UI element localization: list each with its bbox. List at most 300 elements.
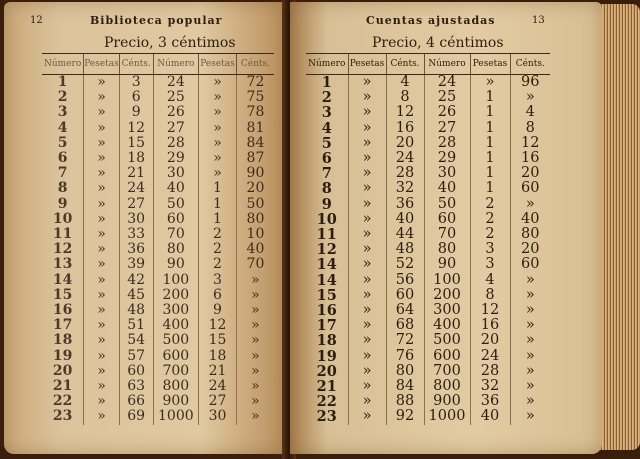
table-cell: 9 (321, 195, 332, 213)
table-cell: » (348, 121, 386, 136)
table-cell: 96 (510, 75, 550, 91)
table-cell: 27 (424, 121, 470, 136)
table-cell: 11 (52, 226, 73, 243)
table-cell: 40 (386, 212, 424, 227)
table-row (42, 364, 274, 379)
column-header: Número (424, 54, 470, 75)
table-row (42, 136, 274, 151)
table-cell: » (84, 90, 120, 105)
table-cell: 12 (316, 241, 337, 259)
left-table-body (42, 75, 274, 425)
table-cell: 12 (510, 136, 550, 151)
table-cell: 84 (236, 136, 274, 151)
table-cell: 10 (236, 227, 274, 242)
table-cell: 60 (510, 181, 550, 196)
column-header: Cénts. (510, 54, 550, 75)
table-row (306, 105, 550, 120)
table-cell: 300 (424, 303, 470, 318)
column-header: Número (306, 54, 348, 75)
table-cell: » (236, 364, 274, 379)
table-cell: 81 (236, 121, 274, 136)
right-page-number: 13 (532, 15, 545, 26)
table-cell: 12 (470, 303, 510, 318)
table-cell: 12 (119, 121, 153, 136)
table-cell: 18 (119, 151, 153, 166)
table-cell: 500 (153, 333, 199, 348)
table-cell: 54 (119, 333, 153, 348)
table-cell: 7 (321, 165, 332, 183)
table-cell: 18 (199, 349, 237, 364)
table-cell: 15 (52, 286, 73, 303)
table-cell: 3 (119, 75, 153, 91)
table-row (306, 227, 550, 242)
table-cell: » (199, 166, 237, 181)
table-cell: » (348, 242, 386, 257)
table-cell: 70 (153, 227, 199, 242)
table-row (42, 166, 274, 181)
table-cell: » (510, 409, 550, 424)
table-cell: 84 (386, 379, 424, 394)
table-cell: 26 (153, 105, 199, 120)
left-price-table (42, 53, 274, 425)
table-row (42, 227, 274, 242)
table-cell: » (84, 166, 120, 181)
table-cell: 80 (424, 242, 470, 257)
table-cell: 5 (57, 134, 68, 151)
table-cell: 56 (386, 273, 424, 288)
table-row (42, 288, 274, 303)
table-cell: » (84, 273, 120, 288)
table-cell: » (84, 227, 120, 242)
table-cell: » (348, 181, 386, 196)
table-cell: » (510, 333, 550, 348)
table-cell: 45 (119, 288, 153, 303)
table-cell: » (236, 303, 274, 318)
table-row (306, 318, 550, 333)
table-row (306, 197, 550, 212)
table-cell: 87 (236, 151, 274, 166)
table-cell: 92 (386, 409, 424, 424)
column-header: Pesetas (470, 54, 510, 75)
table-cell: » (84, 257, 120, 272)
table-cell: 66 (119, 394, 153, 409)
table-row (306, 409, 550, 424)
table-cell: » (199, 151, 237, 166)
table-cell: 200 (153, 288, 199, 303)
table-cell: 70 (236, 257, 274, 272)
table-cell: 2 (199, 227, 237, 242)
table-cell: 500 (424, 333, 470, 348)
column-header: Número (153, 54, 199, 75)
table-cell: 2 (470, 227, 510, 242)
table-cell: 2 (470, 197, 510, 212)
table-cell: » (236, 333, 274, 348)
table-cell: 42 (119, 273, 153, 288)
table-cell: 4 (386, 75, 424, 91)
table-cell: 16 (510, 151, 550, 166)
table-cell: 20 (470, 333, 510, 348)
table-cell: 19 (52, 347, 73, 364)
table-cell: 9 (199, 303, 237, 318)
table-cell: 16 (52, 302, 73, 319)
table-cell: » (348, 136, 386, 151)
table-row (42, 212, 274, 227)
left-page-number: 12 (30, 15, 43, 26)
table-cell: 600 (424, 349, 470, 364)
table-cell: » (348, 257, 386, 272)
table-cell: 78 (236, 105, 274, 120)
table-cell: 800 (424, 379, 470, 394)
table-cell: 15 (199, 333, 237, 348)
table-cell: 700 (424, 364, 470, 379)
table-cell: 60 (386, 288, 424, 303)
table-cell: 17 (52, 317, 73, 334)
table-row (306, 242, 550, 257)
table-cell: » (84, 197, 120, 212)
table-cell: » (510, 364, 550, 379)
table-cell: » (84, 364, 120, 379)
table-cell: » (84, 379, 120, 394)
table-cell: 24 (386, 151, 424, 166)
table-cell: » (348, 75, 386, 91)
table-cell: » (236, 409, 274, 424)
table-row (42, 257, 274, 272)
table-cell: 60 (153, 212, 199, 227)
table-cell: 8 (57, 180, 68, 197)
table-cell: » (348, 212, 386, 227)
table-cell: 24 (153, 75, 199, 91)
table-cell: 900 (153, 394, 199, 409)
table-cell: 600 (153, 349, 199, 364)
table-cell: 32 (386, 181, 424, 196)
table-cell: 64 (386, 303, 424, 318)
table-cell: 2 (199, 242, 237, 257)
table-cell: » (348, 349, 386, 364)
table-cell: 29 (153, 151, 199, 166)
table-cell: 400 (424, 318, 470, 333)
table-cell: 39 (119, 257, 153, 272)
table-cell: 2 (470, 212, 510, 227)
table-cell: » (84, 409, 120, 424)
table-row (42, 409, 274, 424)
table-cell: 25 (153, 90, 199, 105)
table-cell: 20 (386, 136, 424, 151)
table-cell: 26 (424, 105, 470, 120)
table-cell: » (84, 121, 120, 136)
table-cell: 80 (386, 364, 424, 379)
table-cell: » (236, 349, 274, 364)
table-cell: 21 (199, 364, 237, 379)
table-cell: 32 (470, 379, 510, 394)
right-page-header: Cuentas ajustadas (366, 14, 496, 27)
table-cell: 15 (316, 286, 337, 304)
table-cell: » (84, 333, 120, 348)
table-cell: 80 (510, 227, 550, 242)
table-cell: 12 (386, 105, 424, 120)
table-cell: 20 (510, 242, 550, 257)
table-cell: 30 (199, 409, 237, 424)
table-row (306, 364, 550, 379)
table-cell: 57 (119, 349, 153, 364)
table-cell: » (199, 75, 237, 91)
table-cell: 33 (119, 227, 153, 242)
table-cell: » (348, 151, 386, 166)
table-row (306, 90, 550, 105)
table-cell: 40 (424, 181, 470, 196)
table-row (306, 379, 550, 394)
column-header: Cénts. (386, 54, 424, 75)
table-cell: 700 (153, 364, 199, 379)
table-cell: 19 (316, 347, 337, 365)
table-cell: » (348, 197, 386, 212)
table-cell: » (348, 227, 386, 242)
table-cell: » (199, 105, 237, 120)
table-cell: » (199, 136, 237, 151)
column-header: Cénts. (119, 54, 153, 75)
table-row (306, 288, 550, 303)
right-table-body (306, 75, 550, 425)
table-cell: 52 (386, 257, 424, 272)
table-cell: 1 (199, 212, 237, 227)
right-table-header (306, 54, 550, 75)
table-cell: » (348, 364, 386, 379)
table-cell: 80 (236, 212, 274, 227)
table-row (42, 105, 274, 120)
table-row (306, 394, 550, 409)
table-cell: 1 (57, 74, 68, 90)
table-cell: 1 (470, 151, 510, 166)
table-cell: 1 (470, 121, 510, 136)
table-cell: 20 (316, 362, 337, 380)
table-row (42, 273, 274, 288)
table-row (42, 379, 274, 394)
table-cell: 9 (57, 195, 68, 212)
table-cell: 29 (424, 151, 470, 166)
table-cell: 6 (119, 90, 153, 105)
table-cell: 12 (52, 241, 73, 258)
table-cell: » (348, 273, 386, 288)
table-cell: 40 (510, 212, 550, 227)
table-cell: 16 (386, 121, 424, 136)
table-cell: 22 (316, 393, 337, 411)
table-cell: 1 (199, 197, 237, 212)
table-cell: » (84, 349, 120, 364)
table-cell: » (510, 197, 550, 212)
table-cell: 5 (321, 134, 332, 152)
table-cell: 75 (236, 90, 274, 105)
table-cell: 800 (153, 379, 199, 394)
table-cell: 21 (52, 378, 73, 395)
table-cell: » (348, 105, 386, 120)
table-row (42, 90, 274, 105)
table-cell: 1000 (153, 409, 199, 424)
table-cell: 36 (470, 394, 510, 409)
table-cell: 12 (199, 318, 237, 333)
table-cell: » (348, 288, 386, 303)
table-row (42, 75, 274, 91)
table-cell: » (348, 409, 386, 424)
table-cell: 3 (57, 104, 68, 121)
table-cell: 1 (199, 181, 237, 196)
table-row (42, 242, 274, 257)
table-cell: » (199, 90, 237, 105)
table-row (306, 257, 550, 272)
table-cell: 21 (316, 378, 337, 396)
table-cell: 14 (52, 271, 73, 288)
table-cell: 60 (424, 212, 470, 227)
table-row (42, 151, 274, 166)
table-cell: 8 (510, 121, 550, 136)
table-row (306, 136, 550, 151)
table-cell: » (84, 288, 120, 303)
table-row (42, 303, 274, 318)
table-cell: 2 (321, 89, 332, 107)
table-cell: » (510, 303, 550, 318)
table-row (42, 121, 274, 136)
table-row (306, 75, 550, 91)
table-cell: 4 (510, 105, 550, 120)
table-cell: 28 (153, 136, 199, 151)
table-cell: 72 (236, 75, 274, 91)
table-row (306, 303, 550, 318)
table-cell: 20 (52, 362, 73, 379)
table-cell: 70 (424, 227, 470, 242)
table-cell: 50 (236, 197, 274, 212)
table-cell: 36 (386, 197, 424, 212)
column-header: Pesetas (348, 54, 386, 75)
right-page (290, 2, 602, 454)
table-cell: 3 (470, 242, 510, 257)
right-price-title: Precio, 4 céntimos (372, 35, 504, 51)
table-cell: 20 (236, 181, 274, 196)
table-cell: 21 (119, 166, 153, 181)
table-cell: 48 (119, 303, 153, 318)
table-cell: » (199, 121, 237, 136)
table-cell: 4 (57, 119, 68, 136)
table-cell: 36 (119, 242, 153, 257)
table-cell: 900 (424, 394, 470, 409)
table-cell: » (470, 75, 510, 91)
table-cell: » (510, 288, 550, 303)
table-cell: » (236, 379, 274, 394)
table-cell: 20 (510, 166, 550, 181)
table-cell: 23 (52, 408, 73, 425)
table-row (42, 349, 274, 364)
table-row (42, 197, 274, 212)
table-cell: 16 (316, 302, 337, 320)
table-cell: 11 (316, 226, 337, 244)
table-cell: 50 (153, 197, 199, 212)
table-cell: 1 (470, 166, 510, 181)
table-cell: » (510, 394, 550, 409)
table-cell: 40 (153, 181, 199, 196)
table-cell: 76 (386, 349, 424, 364)
left-page-header: Biblioteca popular (90, 14, 223, 27)
table-cell: 14 (316, 271, 337, 289)
table-cell: 48 (386, 242, 424, 257)
table-cell: 30 (119, 212, 153, 227)
table-cell: » (236, 288, 274, 303)
table-cell: » (236, 318, 274, 333)
table-cell: 15 (119, 136, 153, 151)
table-cell: 3 (470, 257, 510, 272)
table-row (42, 333, 274, 348)
table-cell: 14 (316, 256, 337, 274)
table-row (306, 166, 550, 181)
table-cell: 51 (119, 318, 153, 333)
table-cell: » (510, 90, 550, 105)
table-cell: » (84, 394, 120, 409)
table-cell: 1 (470, 181, 510, 196)
table-cell: 8 (386, 90, 424, 105)
table-cell: 68 (386, 318, 424, 333)
table-cell: 8 (321, 180, 332, 198)
table-cell: » (84, 303, 120, 318)
table-cell: » (84, 105, 120, 120)
table-cell: 18 (52, 332, 73, 349)
table-row (42, 318, 274, 333)
table-cell: » (236, 394, 274, 409)
table-cell: 90 (424, 257, 470, 272)
table-cell: » (510, 318, 550, 333)
table-cell: 1 (321, 74, 332, 91)
table-row (306, 151, 550, 166)
table-cell: 6 (57, 150, 68, 167)
table-cell: 1 (470, 136, 510, 151)
table-cell: 100 (424, 273, 470, 288)
table-row (306, 349, 550, 364)
column-header: Pesetas (199, 54, 237, 75)
table-cell: 30 (424, 166, 470, 181)
table-cell: 8 (470, 288, 510, 303)
table-cell: 63 (119, 379, 153, 394)
table-row (306, 121, 550, 136)
table-cell: 100 (153, 273, 199, 288)
table-cell: » (348, 166, 386, 181)
table-cell: 18 (316, 332, 337, 350)
table-cell: 4 (321, 119, 332, 137)
table-cell: 1000 (424, 409, 470, 424)
table-cell: 27 (119, 197, 153, 212)
table-cell: 28 (470, 364, 510, 379)
table-cell: 60 (119, 364, 153, 379)
table-cell: » (84, 242, 120, 257)
table-cell: » (348, 379, 386, 394)
table-cell: 16 (470, 318, 510, 333)
left-table-header (42, 54, 274, 75)
table-cell: 3 (199, 273, 237, 288)
right-price-table (306, 53, 550, 425)
table-cell: » (348, 90, 386, 105)
table-cell: 200 (424, 288, 470, 303)
table-cell: » (510, 349, 550, 364)
table-cell: 24 (470, 349, 510, 364)
table-cell: » (84, 181, 120, 196)
table-cell: 69 (119, 409, 153, 424)
table-cell: » (236, 273, 274, 288)
table-cell: 27 (153, 121, 199, 136)
table-cell: 44 (386, 227, 424, 242)
table-cell: » (348, 303, 386, 318)
table-cell: 80 (153, 242, 199, 257)
table-cell: 10 (316, 210, 337, 228)
table-cell: 3 (321, 104, 332, 122)
column-header: Cénts. (236, 54, 274, 75)
table-cell: » (84, 75, 120, 91)
table-cell: 22 (52, 393, 73, 410)
table-cell: 88 (386, 394, 424, 409)
table-cell: 400 (153, 318, 199, 333)
